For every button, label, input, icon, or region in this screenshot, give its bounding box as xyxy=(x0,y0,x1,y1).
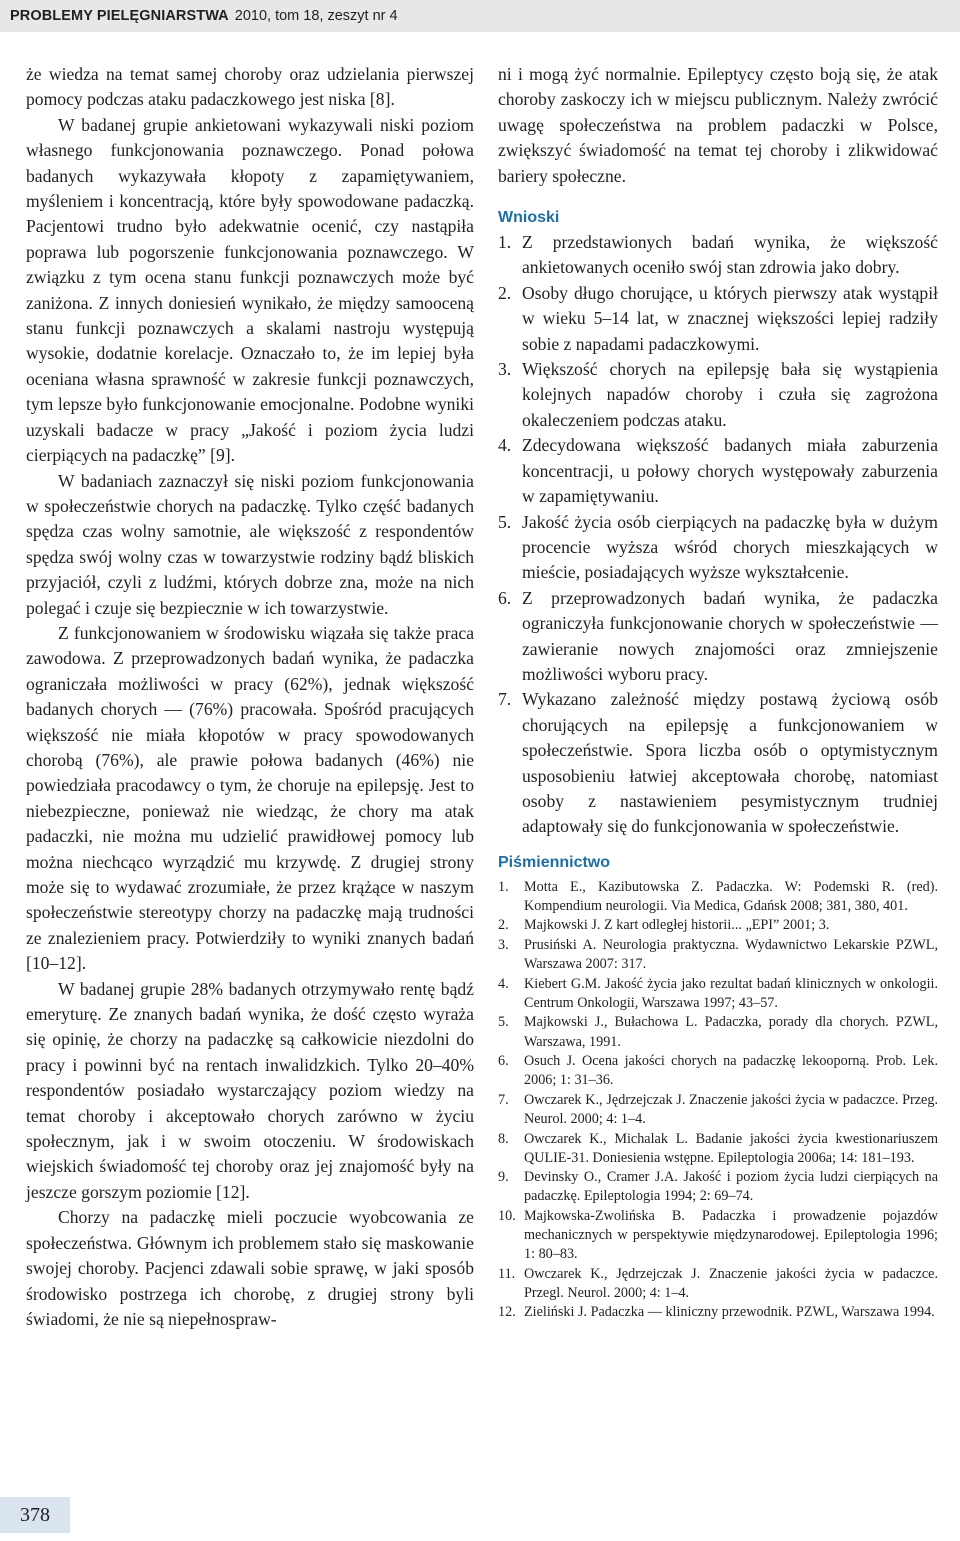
reference-item xyxy=(498,1052,938,1090)
reference-item xyxy=(498,1130,938,1168)
paragraph: W badanej grupie 28% badanych otrzymywało rentę bądź emeryturę. Ze znanych badań wynika, że dość często wyraża się opinię, że chorzy na padaczkę są całkowicie niezdolni do pracy i powinni być na rentach inwalidzkich. Tylko 20–40% respondentów posiadało wystarczający poziom wiedzy na temat choroby i akceptowało chorych zarówno w życiu społecznym, jak i w swoim otoczeniu. W środowiskach wiejskich świadomość tej choroby oraz jej znajomość były na jeszcze gorszym poziomie [12]. xyxy=(26,978,474,1202)
conclusion-item xyxy=(498,433,938,509)
paragraph: W badanej grupie ankietowani wykazywali niski poziom własnego funkcjonowania poznawczego. Ponad połowa badanych wykazywała kłopoty z zapamiętywaniem, myśleniem i koncentracją, które były spowodowane padaczką. Pacjentowi trudno było adekwatnie ocenić, czy nastąpiła poprawa lub pogorszenie funkcjonowania poznawczego. W związku z tym ocena stanu funkcji poznawczych może być zaniżona. Z innych doniesień wynikało, że między samooceną stanu funkcji poznawczych a skalami nastroju występują wysokie, dodatnie korelacje. Oznaczało to, że im lepiej była oceniana własna sprawność w zakresie funkcji poznawczych, tym lepsze było funkcjonowanie emocjonalne. Podobne wyniki uzyskali badacze w pracy „Jakość i poziom życia ludzi cierpiących na padaczkę” [9]. xyxy=(26,114,474,466)
item-number: 5. xyxy=(498,511,512,532)
right-column xyxy=(498,62,938,1323)
item-text: Jakość życia osób cierpiących na padaczkę była w dużym procencie wyższa wśród chorych mieszkających w mieście, posiadających wyższe wykształcenie. xyxy=(522,511,938,583)
conclusion-item xyxy=(498,586,938,688)
left-column xyxy=(26,62,474,1332)
reference-item xyxy=(498,1265,938,1303)
conclusions-list xyxy=(498,230,938,840)
item-text: Motta E., Kazibutowska Z. Padaczka. W: Podemski R. (red). Kompendium neurologii. Via Medica, Gdańsk 2008; 381, 380, 401. xyxy=(524,878,938,914)
item-text: Większość chorych na epilepsję bała się wystąpienia kolejnych napadów choroby i czuła się zagrożona okaleczeniem podczas ataku. xyxy=(522,359,938,430)
paragraph: Z funkcjonowaniem w środowisku wiązała się także praca zawodowa. Z przeprowadzonych badań wynika, że padaczka ograniczała możliwości w pracy (62%), jednak większość badanych chorych — (76%) pracowała. Spośród pracujących większość nie miała kłopotów w pracy spowodowanych chorobą (76%), ale prawie połowa badanych (46%) nie powiedziała pracodawcy o tym, że choruje na epilepsję. Jest to niebezpieczne, ponieważ nie wiedząc, że chory ma atak padaczki, nie można mu udzielić prawidłowej pomocy lub można niechcąco wyrządzić mu krzywdę. Z drugiej strony może się to wydawać zrozumiałe, że przez krążące w naszym społeczeństwie stereotypy chorzy na padaczkę mają trudności ze znalezieniem pracy. Potwierdziły to wyniki znanych badań [10–12]. xyxy=(26,622,474,974)
item-number: 9. xyxy=(498,1169,509,1186)
item-number: 3. xyxy=(498,937,509,954)
item-number: 11. xyxy=(498,1265,516,1282)
item-number: 8. xyxy=(498,1130,509,1147)
item-number: 4. xyxy=(498,435,512,456)
item-text: Z przeprowadzonych badań wynika, że padaczka ograniczyła funkcjonowanie chorych w społeczeństwie — zawieranie nowych znajomości oraz zmniejszenie możliwości wyboru pracy. xyxy=(522,587,938,684)
reference-item xyxy=(498,916,938,935)
item-text: Owczarek K., Jędrzejczak J. Znaczenie jakości życia w padaczce. Przegl. Neurol. 2000; 4: 1–4. xyxy=(524,1265,938,1301)
reference-item xyxy=(498,878,938,916)
item-number: 10. xyxy=(498,1207,516,1224)
item-text: Wykazano zależność między postawą życiową osób chorujących na epilepsję a funkcjonowaniem w społeczeństwie. Spora liczba osób o optymistycznym usposobieniu łatwiej akceptowała chorobę, natomiast osoby z nastawieniem pesymistycznym trudniej adaptowały się do funkcjonowania w społeczeństwie. xyxy=(522,689,938,837)
item-number: 1. xyxy=(498,232,512,253)
page-number: 378 xyxy=(0,1497,70,1533)
item-number: 12. xyxy=(498,1304,516,1321)
reference-item xyxy=(498,1168,938,1206)
reference-item xyxy=(498,1091,938,1129)
reference-item xyxy=(498,1013,938,1051)
conclusion-item xyxy=(498,281,938,357)
conclusion-item xyxy=(498,230,938,281)
item-text: Kiebert G.M. Jakość życia jako rezultat badań klinicznych w onkologii. Centrum Onkologii, Warszawa 1997; 43–57. xyxy=(524,975,938,1011)
item-number: 5. xyxy=(498,1014,509,1031)
item-number: 6. xyxy=(498,587,512,608)
issue-info: 2010, tom 18, zeszyt nr 4 xyxy=(234,8,398,24)
conclusion-item xyxy=(498,687,938,839)
references-list xyxy=(498,878,938,1323)
item-text: Prusiński A. Neurologia praktyczna. Wydawnictwo Lekarskie PZWL, Warszawa 2007: 317. xyxy=(524,937,938,973)
item-number: 4. xyxy=(498,975,509,992)
item-text: Zdecydowana większość badanych miała zaburzenia koncentracji, u połowy chorych występowały zaburzenia w zapamiętywaniu. xyxy=(522,435,938,507)
journal-name: PROBLEMY PIELĘGNIARSTWA xyxy=(10,8,229,24)
conclusions-heading: Wnioski xyxy=(498,209,560,227)
paragraph: ni i mogą żyć normalnie. Epileptycy często boją się, że atak choroby zaskoczy ich w miejscu publicznym. Należy zwrócić uwagę społeczeństwa na problem padaczki w Polsce, zwiększyć świadomość na temat tej choroby i zlikwidować bariery społeczne. xyxy=(498,64,938,186)
conclusion-item xyxy=(498,357,938,433)
conclusion-item xyxy=(498,510,938,586)
item-text: Devinsky O., Cramer J.A. Jakość i poziom życia ludzi cierpiących na padaczkę. Epileptologia 1994; 2: 69–74. xyxy=(524,1169,938,1205)
item-text: Z przedstawionych badań wynika, że większość ankietowanych oceniło swój stan zdrowia jako dobry. xyxy=(522,232,938,278)
item-text: Osoby długo chorujące, u których pierwszy atak wystąpił w wieku 5–14 lat, w znacznej większości lepiej radziły sobie z napadami padaczkowymi. xyxy=(522,282,938,354)
item-number: 2. xyxy=(498,282,512,303)
journal-header xyxy=(0,0,960,32)
item-number: 7. xyxy=(498,1091,509,1108)
item-text: Majkowska-Zwolińska B. Padaczka i prowadzenie pojazdów mechanicznych w perspektywie międzynarodowej. Epileptologia 1996; 1: 80–83. xyxy=(524,1207,938,1263)
reference-item xyxy=(498,975,938,1013)
item-number: 1. xyxy=(498,878,509,895)
item-text: Osuch J. Ocena jakości chorych na padaczkę lekooporną. Prob. Lek. 2006; 1: 31–36. xyxy=(524,1053,938,1089)
references-heading: Piśmiennictwo xyxy=(498,853,611,871)
reference-item xyxy=(498,1303,938,1322)
item-number: 7. xyxy=(498,689,512,710)
reference-item xyxy=(498,936,938,974)
paragraph: W badaniach zaznaczył się niski poziom funkcjonowania w społeczeństwie chorych na padaczkę. Tylko część badanych spędza czas wolny samotnie, ale większość z respondentów spędza swój wolny czas w towarzystwie rodziny bądź bliskich przyjaciół, czyli z ludźmi, których dobrze zna, może na nich polegać i czuje się bezpiecznie w ich towarzystwie. xyxy=(26,470,474,618)
item-text: Owczarek K., Michalak L. Badanie jakości życia kwestionariuszem QULIE-31. Doniesienia wstępne. Epileptologia 2006a; 14: 181–193. xyxy=(524,1130,938,1166)
paragraph: że wiedza na temat samej choroby oraz udzielania pierwszej pomocy podczas ataku padaczkowego jest niska [8]. xyxy=(26,64,474,110)
item-number: 3. xyxy=(498,359,512,380)
item-number: 6. xyxy=(498,1053,509,1070)
item-text: Zieliński J. Padaczka — kliniczny przewodnik. PZWL, Warszawa 1994. xyxy=(524,1304,935,1321)
item-text: Majkowski J., Bułachowa L. Padaczka, porady dla chorych. PZWL, Warszawa, 1991. xyxy=(524,1014,938,1050)
item-text: Owczarek K., Jędrzejczak J. Znaczenie jakości życia w padaczce. Przeg. Neurol. 2000; 4: 1–4. xyxy=(524,1091,938,1127)
paragraph: Chorzy na padaczkę mieli poczucie wyobcowania ze społeczeństwa. Głównym ich problemem stało się maskowanie swojej choroby. Pacjenci zdawali sobie sprawę, w jaki sposób środowisko postrzega ich chorobę, z drugiej strony byli świadomi, że nie są niepełnospraw- xyxy=(26,1207,474,1329)
reference-item xyxy=(498,1207,938,1264)
item-text: Majkowski J. Z kart odległej historii... „EPI” 2001; 3. xyxy=(524,917,830,934)
item-number: 2. xyxy=(498,917,509,934)
